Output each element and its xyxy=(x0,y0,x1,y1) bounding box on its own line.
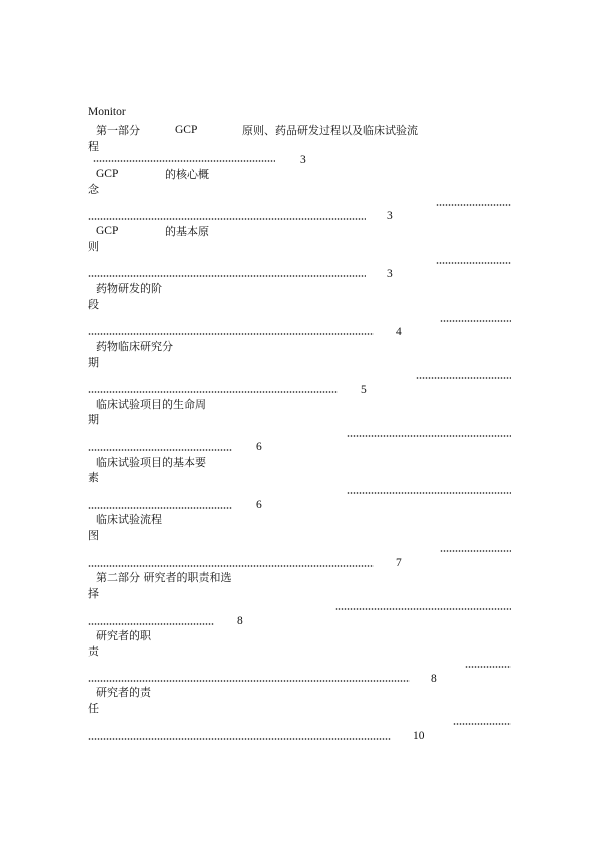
toc-leader-dots xyxy=(416,377,511,379)
toc-entry-title-wrap: 念 xyxy=(88,183,99,196)
toc-entry-title-wrap: 段 xyxy=(88,298,99,311)
toc-leader-dots xyxy=(88,623,214,625)
toc-entry-title: 第二部分 研究者的职责和选 xyxy=(96,571,232,584)
toc-entry-code: GCP xyxy=(96,225,119,237)
toc-entry-code: GCP xyxy=(96,168,119,180)
toc-entry-title: 临床试验项目的生命周 xyxy=(96,398,206,411)
toc-entry-page: 3 xyxy=(387,210,393,222)
toc-leader-dots xyxy=(436,204,511,206)
toc-leader-dots xyxy=(465,666,511,668)
toc-entry-title: 原则、药品研发过程以及临床试验流 xyxy=(242,124,418,137)
toc-leader-dots xyxy=(440,550,511,552)
doc-title: Monitor xyxy=(88,106,126,118)
toc-entry-title: 药物研发的阶 xyxy=(96,282,162,295)
toc-leader-dots xyxy=(347,435,511,437)
toc-entry-prefix: 第一部分 xyxy=(96,124,140,137)
toc-entry-page: 8 xyxy=(237,615,243,627)
toc-leader-dots xyxy=(88,507,232,509)
toc-entry-page: 10 xyxy=(413,730,425,742)
toc-entry-page: 8 xyxy=(431,673,437,685)
toc-entry-page: 5 xyxy=(361,384,367,396)
toc-entry-title: 研究者的责 xyxy=(96,686,151,699)
toc-entry-title-wrap: 图 xyxy=(88,529,99,542)
toc-entry-page: 3 xyxy=(300,154,306,166)
toc-entry-title: 的核心概 xyxy=(165,168,209,181)
toc-leader-dots xyxy=(88,275,366,277)
toc-leader-dots xyxy=(93,160,275,162)
toc-leader-dots xyxy=(347,492,511,494)
toc-leader-dots xyxy=(88,391,338,393)
toc-leader-dots xyxy=(88,565,374,567)
toc-entry-title-wrap: 程 xyxy=(88,140,99,153)
toc-leader-dots xyxy=(88,333,374,335)
toc-entry-page: 6 xyxy=(256,499,262,511)
toc-entry-page: 4 xyxy=(396,326,402,338)
toc-entry-title-wrap: 期 xyxy=(88,413,99,426)
toc-entry-page: 7 xyxy=(396,557,402,569)
toc-entry-title: 临床试验项目的基本要 xyxy=(96,456,206,469)
toc-leader-dots xyxy=(88,449,232,451)
toc-leader-dots xyxy=(436,262,511,264)
toc-leader-dots xyxy=(335,608,511,610)
toc-leader-dots xyxy=(440,320,511,322)
toc-entry-title: 的基本原 xyxy=(165,225,209,238)
toc-entry-title-wrap: 期 xyxy=(88,356,99,369)
toc-entry-title: 临床试验流程 xyxy=(96,513,162,526)
toc-entry-page: 3 xyxy=(387,268,393,280)
toc-leader-dots xyxy=(88,680,410,682)
toc-leader-dots xyxy=(88,738,391,740)
toc-entry-title-wrap: 择 xyxy=(88,587,99,600)
toc-entry-title-wrap: 素 xyxy=(88,471,99,484)
toc-entry-page: 6 xyxy=(256,441,262,453)
toc-leader-dots xyxy=(88,218,366,220)
toc-entry-title-wrap: 任 xyxy=(88,702,99,715)
toc-entry-code: GCP xyxy=(175,124,198,136)
toc-entry-title: 药物临床研究分 xyxy=(96,340,173,353)
toc-entry-title-wrap: 则 xyxy=(88,240,99,253)
toc-entry-title-wrap: 责 xyxy=(88,645,99,658)
toc-leader-dots xyxy=(453,723,511,725)
toc-entry-title: 研究者的职 xyxy=(96,629,151,642)
